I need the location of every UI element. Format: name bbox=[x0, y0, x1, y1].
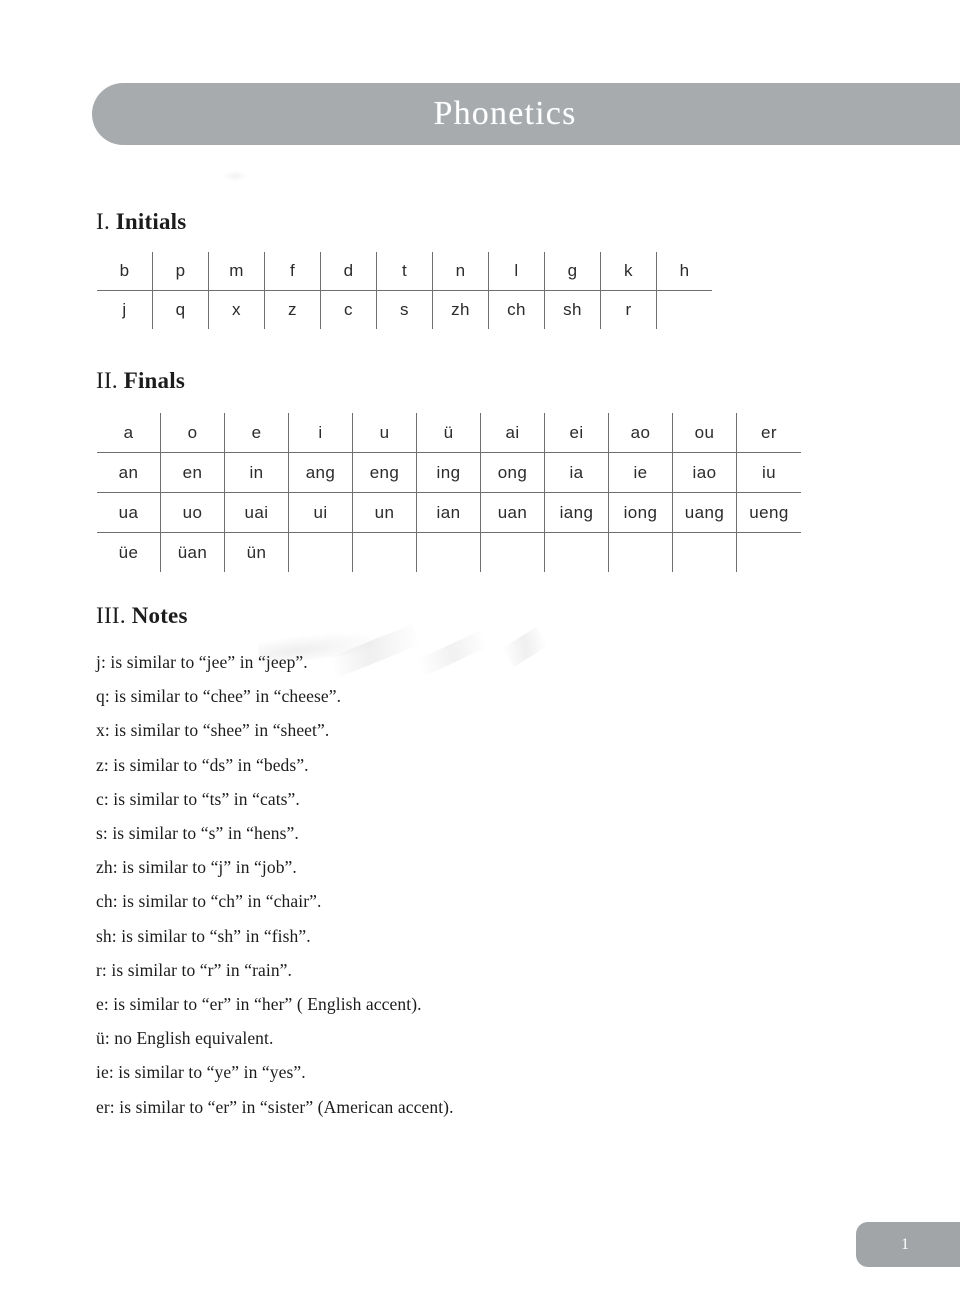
finals-cell: uan bbox=[481, 493, 545, 533]
table-row bbox=[97, 453, 801, 493]
finals-cell: üan bbox=[161, 533, 225, 573]
initials-cell: g bbox=[545, 252, 601, 291]
section-heading-finals bbox=[96, 368, 185, 394]
initials-cell: s bbox=[377, 291, 433, 330]
scan-smudge-artifact bbox=[222, 170, 248, 182]
initials-cell: ch bbox=[489, 291, 545, 330]
finals-cell: ui bbox=[289, 493, 353, 533]
finals-table-body bbox=[97, 413, 801, 572]
section-title: Finals bbox=[123, 368, 185, 393]
table-row bbox=[97, 493, 801, 533]
list-item: ch: is similar to “ch” in “chair”. bbox=[96, 891, 322, 912]
initials-cell: h bbox=[657, 252, 713, 291]
list-item: r: is similar to “r” in “rain”. bbox=[96, 959, 293, 980]
finals-cell: o bbox=[161, 413, 225, 453]
finals-cell: ua bbox=[97, 493, 161, 533]
initials-cell: k bbox=[601, 252, 657, 291]
list-item: ie: is similar to “ye” in “yes”. bbox=[96, 1062, 306, 1083]
list-item: er: is similar to “er” in “sister” (American accent). bbox=[96, 1096, 454, 1117]
table-row bbox=[97, 413, 801, 453]
finals-cell: ü bbox=[417, 413, 481, 453]
list-item: s: is similar to “s” in “hens”. bbox=[96, 823, 299, 844]
finals-cell bbox=[673, 533, 737, 573]
page-footer-banner bbox=[856, 1222, 960, 1267]
notes-list bbox=[96, 645, 454, 1124]
initials-cell: l bbox=[489, 252, 545, 291]
finals-cell: e bbox=[225, 413, 289, 453]
finals-cell: en bbox=[161, 453, 225, 493]
finals-cell bbox=[737, 533, 802, 573]
initials-cell: p bbox=[153, 252, 209, 291]
finals-cell bbox=[609, 533, 673, 573]
finals-cell: ong bbox=[481, 453, 545, 493]
list-item: c: is similar to “ts” in “cats”. bbox=[96, 788, 300, 809]
section-numeral: II. bbox=[96, 368, 118, 393]
finals-cell: uai bbox=[225, 493, 289, 533]
list-item: ü: no English equivalent. bbox=[96, 1028, 274, 1049]
finals-cell: i bbox=[289, 413, 353, 453]
table-row bbox=[97, 533, 801, 573]
section-title: Initials bbox=[115, 209, 187, 234]
finals-cell: ai bbox=[481, 413, 545, 453]
initials-table-body bbox=[97, 252, 712, 329]
finals-cell: un bbox=[353, 493, 417, 533]
finals-cell: iong bbox=[609, 493, 673, 533]
finals-cell: u bbox=[353, 413, 417, 453]
initials-table bbox=[97, 252, 712, 329]
finals-cell bbox=[417, 533, 481, 573]
section-heading-notes bbox=[96, 603, 188, 629]
initials-cell: j bbox=[122, 300, 127, 319]
finals-cell bbox=[545, 533, 609, 573]
finals-cell: uo bbox=[161, 493, 225, 533]
page-header-banner bbox=[92, 83, 960, 145]
initials-cell: x bbox=[209, 291, 265, 330]
finals-cell: ao bbox=[609, 413, 673, 453]
list-item: z: is similar to “ds” in “beds”. bbox=[96, 754, 309, 775]
initials-cell: n bbox=[433, 252, 489, 291]
finals-cell: iao bbox=[673, 453, 737, 493]
list-item: j: is similar to “jee” in “jeep”. bbox=[96, 652, 308, 672]
finals-table bbox=[97, 413, 801, 572]
initials-cell: c bbox=[321, 291, 377, 330]
finals-cell: iu bbox=[737, 453, 802, 493]
finals-cell: uang bbox=[673, 493, 737, 533]
finals-cell: er bbox=[737, 413, 802, 453]
table-row bbox=[97, 252, 712, 291]
initials-cell bbox=[657, 291, 713, 330]
finals-cell: ie bbox=[609, 453, 673, 493]
finals-cell: ei bbox=[545, 413, 609, 453]
initials-cell: t bbox=[377, 252, 433, 291]
page-title: Phonetics bbox=[433, 95, 577, 132]
finals-cell: üe bbox=[118, 542, 139, 562]
list-item: sh: is similar to “sh” in “fish”. bbox=[96, 925, 311, 946]
section-heading-initials bbox=[96, 209, 186, 235]
finals-cell: an bbox=[97, 453, 161, 493]
scan-smudge-artifact bbox=[502, 627, 548, 667]
initials-cell: m bbox=[209, 252, 265, 291]
initials-cell: b bbox=[97, 252, 153, 291]
page-number: 1 bbox=[901, 1235, 909, 1253]
finals-cell: ang bbox=[289, 453, 353, 493]
list-item: e: is similar to “er” in “her” ( English accent). bbox=[96, 994, 422, 1015]
section-numeral: III. bbox=[96, 603, 126, 628]
finals-cell: ia bbox=[545, 453, 609, 493]
finals-cell: ueng bbox=[737, 493, 802, 533]
finals-cell: ing bbox=[417, 453, 481, 493]
initials-cell: d bbox=[321, 252, 377, 291]
finals-cell bbox=[289, 533, 353, 573]
initials-cell: sh bbox=[545, 291, 601, 330]
list-item: x: is similar to “shee” in “sheet”. bbox=[96, 720, 330, 741]
finals-cell: ün bbox=[225, 533, 289, 573]
initials-cell: z bbox=[265, 291, 321, 330]
initials-cell: r bbox=[601, 291, 657, 330]
initials-cell: q bbox=[153, 291, 209, 330]
initials-cell: zh bbox=[433, 291, 489, 330]
finals-cell: a bbox=[97, 413, 161, 453]
finals-cell: ou bbox=[673, 413, 737, 453]
finals-cell: in bbox=[225, 453, 289, 493]
section-title: Notes bbox=[131, 603, 188, 628]
finals-cell: iang bbox=[545, 493, 609, 533]
initials-cell: f bbox=[265, 252, 321, 291]
list-item: zh: is similar to “j” in “job”. bbox=[96, 857, 297, 878]
finals-cell bbox=[481, 533, 545, 573]
finals-cell bbox=[353, 533, 417, 573]
list-item: q: is similar to “chee” in “cheese”. bbox=[96, 686, 342, 707]
finals-cell: ian bbox=[417, 493, 481, 533]
section-numeral: I. bbox=[96, 209, 111, 234]
table-row bbox=[97, 291, 712, 330]
finals-cell: eng bbox=[353, 453, 417, 493]
